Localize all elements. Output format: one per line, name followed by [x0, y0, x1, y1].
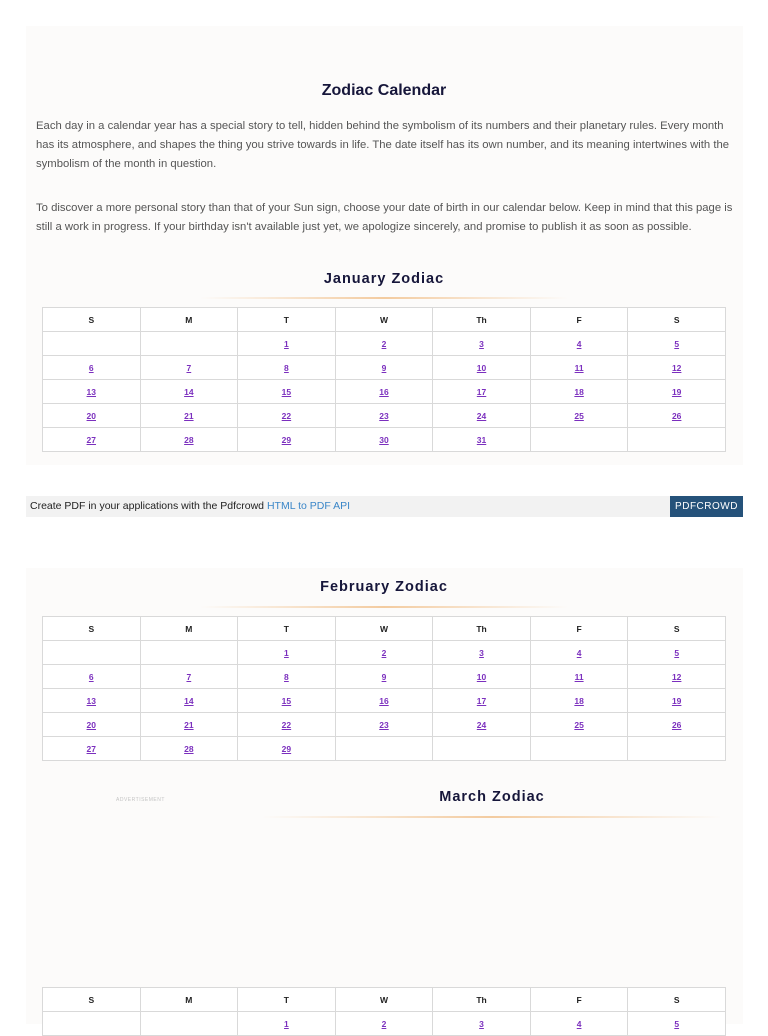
- weekday-header-row: [43, 308, 726, 332]
- calendar-day-link[interactable]: 22: [281, 719, 292, 730]
- calendar-day-cell: [238, 641, 336, 665]
- calendar-day-cell: [140, 356, 238, 380]
- calendar-day-cell: [140, 332, 238, 356]
- calendar-day-cell: [433, 332, 531, 356]
- month-title-march: March Zodiac: [439, 789, 545, 805]
- calendar-day-link[interactable]: 6: [88, 671, 94, 682]
- weekday-header: S: [628, 988, 726, 1012]
- calendar-day-cell: [335, 356, 433, 380]
- calendar-day-link[interactable]: 12: [671, 671, 682, 682]
- calendar-day-link[interactable]: 31: [476, 434, 487, 445]
- calendar-day-cell: [335, 332, 433, 356]
- calendar-week-row: [43, 332, 726, 356]
- calendar-day-link[interactable]: 28: [184, 743, 194, 754]
- calendar-day-link[interactable]: 1: [284, 647, 289, 658]
- html-to-pdf-api-link[interactable]: HTML to PDF API: [266, 500, 350, 512]
- calendar-day-link[interactable]: 24: [476, 719, 487, 730]
- calendar-day-link[interactable]: 14: [184, 386, 194, 397]
- month-title-underline: [200, 606, 568, 608]
- calendar-table-march: [42, 987, 726, 1036]
- calendar-day-link[interactable]: 16: [379, 386, 389, 397]
- calendar-day-link[interactable]: 21: [184, 719, 194, 730]
- calendar-day-link[interactable]: 2: [381, 338, 387, 349]
- calendar-day-cell: [433, 689, 531, 713]
- calendar-day-link[interactable]: 2: [381, 1018, 387, 1029]
- calendar-day-cell: [43, 641, 141, 665]
- calendar-day-link[interactable]: 5: [674, 647, 680, 658]
- calendar-day-link[interactable]: 5: [674, 338, 680, 349]
- calendar-day-cell: [238, 689, 336, 713]
- calendar-day-link[interactable]: 12: [671, 362, 682, 373]
- calendar-day-cell: [335, 641, 433, 665]
- calendar-day-cell: [43, 428, 141, 452]
- calendar-day-link[interactable]: 9: [381, 362, 387, 373]
- weekday-header: Th: [433, 617, 531, 641]
- intro-paragraph: Each day in a calendar year has a special story to tell, hidden behind the symbolism of its numbers and their planetary rules. Every month has its atmosphere, and shapes the thing you strive towards in life. The date itself has its own number, and its meaning intertwines with the symbolism of the month in question.: [36, 120, 730, 170]
- calendar-day-link[interactable]: 26: [671, 410, 682, 421]
- weekday-header: S: [628, 308, 726, 332]
- calendar-day-link[interactable]: 6: [88, 362, 94, 373]
- calendar-day-cell: [628, 665, 726, 689]
- weekday-header: S: [628, 617, 726, 641]
- month-title-february: February Zodiac: [320, 579, 448, 595]
- calendar-table-january: [42, 307, 726, 452]
- calendar-day-link[interactable]: 7: [186, 671, 192, 682]
- weekday-header: M: [140, 308, 238, 332]
- calendar-day-cell: [140, 380, 238, 404]
- calendar-day-cell: [530, 332, 628, 356]
- calendar-week-row: [43, 665, 726, 689]
- calendar-day-link[interactable]: 20: [86, 410, 97, 421]
- calendar-day-cell: [43, 689, 141, 713]
- calendar-day-cell: [140, 428, 238, 452]
- calendar-day-link[interactable]: 23: [379, 719, 389, 730]
- calendar-day-link[interactable]: 22: [281, 410, 292, 421]
- calendar-day-link[interactable]: 21: [184, 410, 194, 421]
- calendar-day-cell: [530, 356, 628, 380]
- calendar-day-cell: [335, 428, 433, 452]
- calendar-day-link[interactable]: 8: [284, 671, 289, 682]
- weekday-header-row: [43, 617, 726, 641]
- calendar-day-cell: [433, 737, 531, 761]
- weekday-header: W: [335, 988, 433, 1012]
- calendar-day-cell: [43, 665, 141, 689]
- calendar-day-cell: [43, 737, 141, 761]
- calendar-day-cell: [238, 737, 336, 761]
- calendar-day-cell: [335, 737, 433, 761]
- calendar-day-cell: [335, 380, 433, 404]
- calendar-day-link[interactable]: 26: [671, 719, 682, 730]
- calendar-day-cell: [628, 356, 726, 380]
- weekday-header: M: [140, 988, 238, 1012]
- calendar-day-link[interactable]: 29: [281, 434, 292, 445]
- calendar-day-link[interactable]: 30: [379, 434, 389, 445]
- month-title-underline: [262, 816, 722, 818]
- calendar-day-cell: [238, 404, 336, 428]
- weekday-header: F: [530, 617, 628, 641]
- calendar-day-cell: [140, 665, 238, 689]
- calendar-day-link[interactable]: 10: [476, 362, 487, 373]
- intro-paragraph: To discover a more personal story than that of your Sun sign, choose your date of birth in our calendar below. Keep in mind that this page is still a work in progress. If your birthday isn't available just yet, we apologize sincerely, and promise to publish it as soon as possible.: [36, 202, 733, 233]
- weekday-header: Th: [433, 988, 531, 1012]
- calendar-day-link[interactable]: 1: [284, 338, 289, 349]
- calendar-day-cell: [530, 737, 628, 761]
- calendar-day-link[interactable]: 13: [86, 695, 97, 706]
- calendar-day-cell: [530, 428, 628, 452]
- calendar-week-row: [43, 689, 726, 713]
- calendar-day-link[interactable]: 10: [476, 671, 487, 682]
- weekday-header: M: [140, 617, 238, 641]
- calendar-day-cell: [140, 713, 238, 737]
- calendar-day-link[interactable]: 19: [671, 386, 682, 397]
- advertisement-label: ADVERTISEMENT: [116, 797, 165, 803]
- calendar-day-cell: [433, 641, 531, 665]
- calendar-day-link[interactable]: 4: [576, 647, 582, 658]
- calendar-day-link[interactable]: 13: [86, 386, 97, 397]
- calendar-day-cell: [43, 380, 141, 404]
- calendar-day-cell: [140, 737, 238, 761]
- calendar-day-link[interactable]: 27: [86, 743, 97, 754]
- calendar-day-link[interactable]: 14: [184, 695, 194, 706]
- calendar-day-cell: [43, 713, 141, 737]
- calendar-week-row: [43, 713, 726, 737]
- calendar-week-row: [43, 356, 726, 380]
- calendar-day-link[interactable]: 2: [381, 647, 387, 658]
- calendar-day-link[interactable]: 18: [574, 695, 584, 706]
- calendar-day-link[interactable]: 16: [379, 695, 389, 706]
- calendar-day-link[interactable]: 17: [476, 695, 487, 706]
- calendar-day-link[interactable]: 4: [576, 1018, 582, 1029]
- page-title: Zodiac Calendar: [321, 82, 447, 99]
- calendar-day-link[interactable]: 3: [479, 338, 484, 349]
- pdf-footer-text: Create PDF in your applications with the Pdfcrowd HTML to PDF API: [30, 500, 350, 512]
- calendar-day-cell: [530, 404, 628, 428]
- calendar-day-cell: [628, 380, 726, 404]
- calendar-day-link[interactable]: 7: [186, 362, 192, 373]
- calendar-day-cell: [43, 356, 141, 380]
- calendar-day-cell: [530, 641, 628, 665]
- weekday-header: T: [238, 617, 336, 641]
- calendar-day-link[interactable]: 20: [86, 719, 97, 730]
- calendar-day-cell: [433, 404, 531, 428]
- calendar-day-cell: [335, 689, 433, 713]
- calendar-day-cell: [433, 713, 531, 737]
- calendar-day-cell: [140, 404, 238, 428]
- calendar-day-cell: [238, 332, 336, 356]
- calendar-day-link[interactable]: 25: [574, 719, 584, 730]
- calendar-day-cell: [238, 428, 336, 452]
- calendar-week-row: [43, 404, 726, 428]
- calendar-day-cell: [140, 689, 238, 713]
- calendar-day-cell: [530, 689, 628, 713]
- calendar-day-link[interactable]: 3: [479, 1018, 484, 1029]
- calendar-day-link[interactable]: 23: [379, 410, 389, 421]
- weekday-header: S: [43, 308, 141, 332]
- weekday-header: T: [238, 308, 336, 332]
- calendar-day-cell: [628, 404, 726, 428]
- calendar-day-cell: [238, 665, 336, 689]
- month-title-january: January Zodiac: [323, 271, 445, 287]
- calendar-day-cell: [530, 380, 628, 404]
- calendar-day-cell: [335, 404, 433, 428]
- calendar-day-cell: [433, 428, 531, 452]
- calendar-day-link[interactable]: 1: [284, 1018, 289, 1029]
- calendar-day-cell: [238, 356, 336, 380]
- weekday-header: S: [43, 988, 141, 1012]
- calendar-day-cell: [335, 713, 433, 737]
- calendar-day-link[interactable]: 5: [674, 1018, 680, 1029]
- calendar-day-cell: [628, 428, 726, 452]
- calendar-day-cell: [530, 713, 628, 737]
- calendar-day-cell: [433, 380, 531, 404]
- calendar-week-row: [43, 641, 726, 665]
- calendar-day-link[interactable]: 28: [184, 434, 194, 445]
- weekday-header: T: [238, 988, 336, 1012]
- weekday-header: S: [43, 617, 141, 641]
- calendar-day-cell: [628, 689, 726, 713]
- calendar-day-link[interactable]: 18: [574, 386, 584, 397]
- calendar-day-link[interactable]: 4: [576, 338, 582, 349]
- calendar-day-link[interactable]: 17: [476, 386, 487, 397]
- calendar-week-row: [43, 380, 726, 404]
- calendar-day-cell: [433, 356, 531, 380]
- calendar-day-link[interactable]: 15: [281, 695, 292, 706]
- calendar-day-cell: [628, 713, 726, 737]
- calendar-day-cell: [43, 332, 141, 356]
- weekday-header: W: [335, 617, 433, 641]
- calendar-day-cell: [238, 380, 336, 404]
- weekday-header: W: [335, 308, 433, 332]
- month-title-underline: [200, 297, 568, 299]
- pdfcrowd-badge[interactable]: PDFCROWD: [670, 496, 743, 517]
- calendar-day-link[interactable]: 24: [476, 410, 487, 421]
- calendar-day-link[interactable]: 3: [479, 647, 484, 658]
- calendar-day-link[interactable]: 8: [284, 362, 289, 373]
- calendar-day-cell: [530, 665, 628, 689]
- calendar-day-link[interactable]: 27: [86, 434, 97, 445]
- weekday-header-row: [43, 988, 726, 1012]
- calendar-day-link[interactable]: 15: [281, 386, 292, 397]
- calendar-week-row: [43, 737, 726, 761]
- calendar-week-row: [43, 428, 726, 452]
- calendar-day-cell: [628, 737, 726, 761]
- pdf-footer-bar: [26, 496, 743, 517]
- calendar-day-link[interactable]: 25: [574, 410, 584, 421]
- weekday-header: F: [530, 308, 628, 332]
- calendar-day-link[interactable]: 11: [574, 362, 584, 373]
- weekday-header: F: [530, 988, 628, 1012]
- calendar-day-cell: [628, 332, 726, 356]
- calendar-day-cell: [335, 665, 433, 689]
- calendar-day-cell: [140, 641, 238, 665]
- calendar-day-link[interactable]: 19: [671, 695, 682, 706]
- calendar-day-link[interactable]: 11: [574, 671, 584, 682]
- calendar-day-cell: [628, 641, 726, 665]
- calendar-day-cell: [43, 404, 141, 428]
- calendar-day-cell: [238, 713, 336, 737]
- calendar-table-february: [42, 616, 726, 761]
- calendar-day-link[interactable]: 9: [381, 671, 387, 682]
- calendar-day-cell: [433, 665, 531, 689]
- calendar-day-link[interactable]: 29: [281, 743, 292, 754]
- weekday-header: Th: [433, 308, 531, 332]
